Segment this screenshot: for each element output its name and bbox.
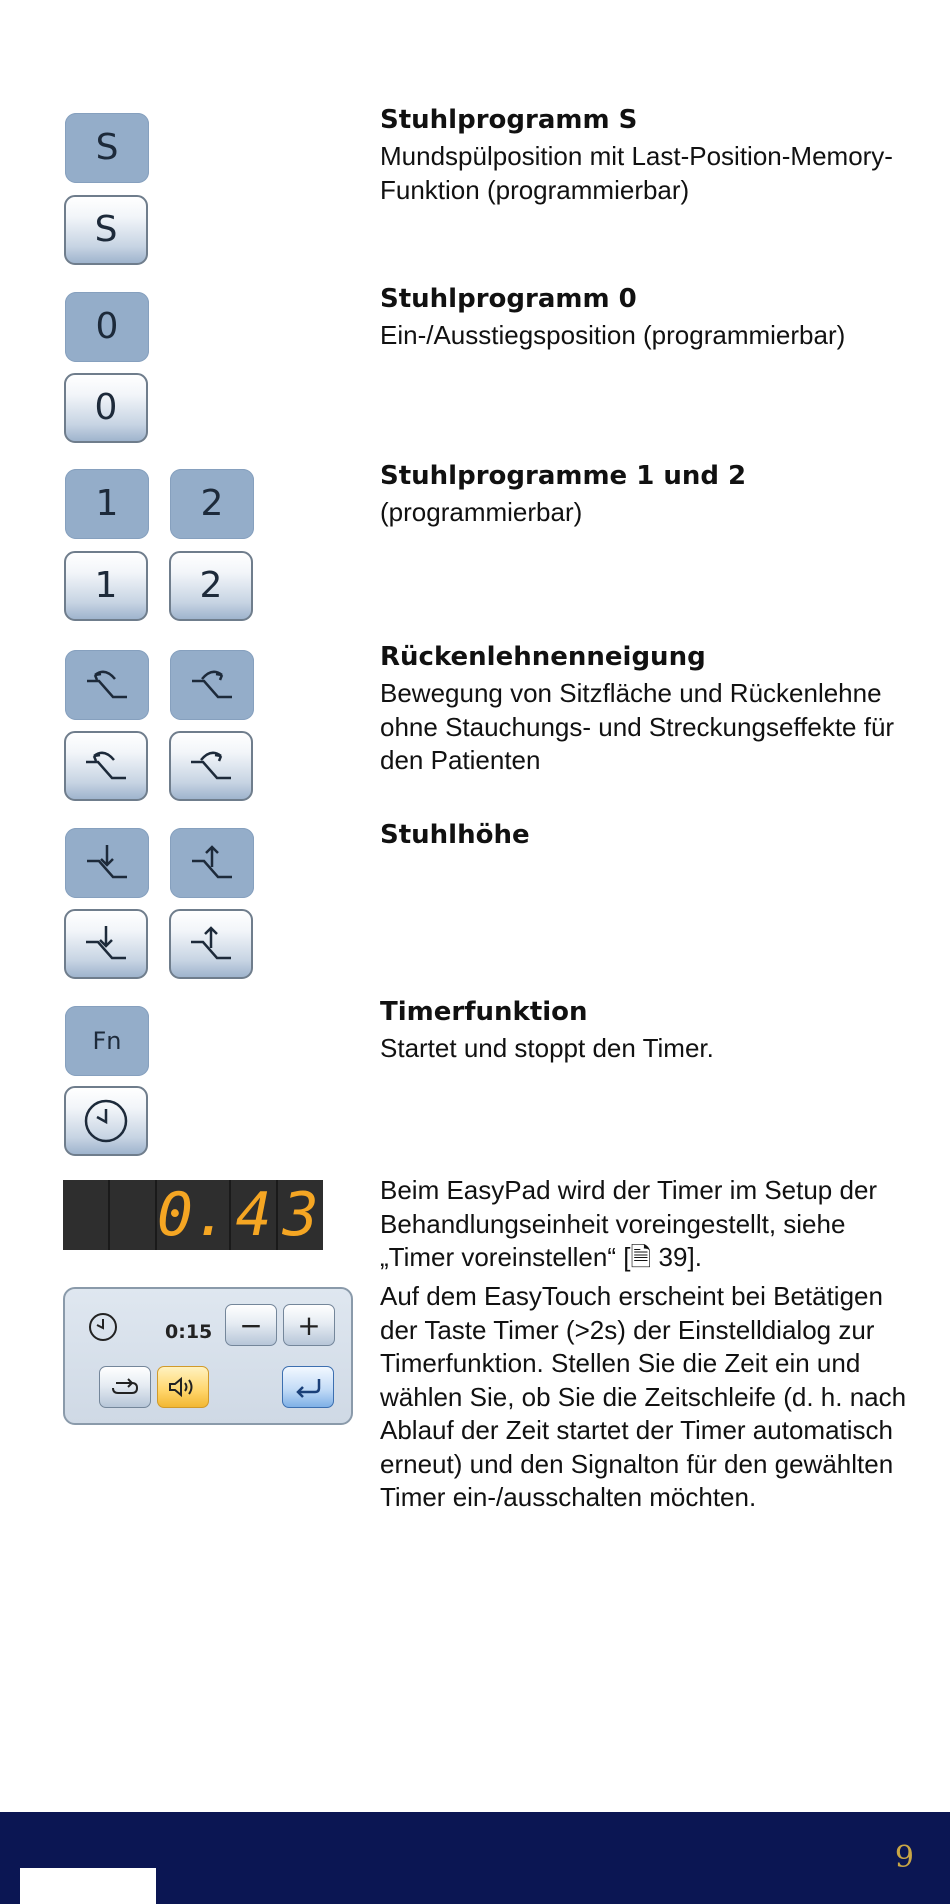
section-body: Bewegung von Sitzfläche und Rückenlehne ohne Stauchungs- und Streckungseffekte für den Patienten — [380, 678, 895, 775]
key-2-label: 2 — [200, 483, 224, 524]
key-height-up-flat[interactable] — [170, 828, 254, 898]
chair-height-down-icon — [82, 922, 130, 966]
key-0-label: 0 — [95, 306, 119, 347]
key-0-button[interactable] — [64, 373, 148, 443]
section-body: Auf dem EasyTouch erscheint bei Betätigen der Taste Timer (>2s) der Einstelldialog zur Timerfunktion. Stellen Sie die Zeit ein und wählen Sie, ob Sie die Zeitschleife (d. h. nach Ablauf der Zeit startet der Timer automatisch erneut) und den Signalton für den gewählten Timer ein-/ausschalten möchten. — [380, 1281, 907, 1512]
section-timer-function — [380, 996, 925, 1066]
key-height-down-button[interactable] — [64, 909, 148, 979]
timer-loop-button[interactable] — [99, 1366, 151, 1408]
chair-height-up-icon — [187, 922, 235, 966]
timer-confirm-button[interactable] — [282, 1366, 334, 1408]
key-0-flat[interactable] — [65, 292, 149, 362]
key-1-button[interactable] — [64, 551, 148, 621]
section-body: Ein-/Ausstiegsposition (programmierbar) — [380, 320, 846, 350]
timer-display — [63, 1180, 323, 1250]
section-title: Stuhlprogramme 1 und 2 — [380, 461, 747, 491]
key-1-label: 1 — [94, 565, 118, 606]
section-easypad-note — [380, 1170, 925, 1275]
key-s-label: S — [94, 209, 118, 250]
key-2-label: 2 — [199, 565, 223, 606]
display-digit-slot — [63, 1180, 110, 1250]
section-title: Stuhlhöhe — [380, 820, 530, 850]
key-s-button[interactable] — [64, 195, 148, 265]
key-backrest-forward-flat[interactable] — [170, 650, 254, 720]
chair-height-up-icon — [188, 841, 236, 885]
page-footer — [0, 1812, 950, 1904]
display-digit-slot — [157, 1180, 231, 1250]
display-digit: 3 — [282, 1180, 319, 1250]
section-title: Stuhlprogramm S — [380, 105, 638, 135]
section-backrest-tilt — [380, 641, 925, 778]
loop-icon — [110, 1376, 140, 1398]
timer-plus-button[interactable] — [283, 1304, 335, 1346]
key-fn-flat[interactable] — [65, 1006, 149, 1076]
key-timer-button[interactable] — [64, 1086, 148, 1156]
section-body: (programmierbar) — [380, 497, 583, 527]
section-chair-program-0 — [380, 283, 925, 353]
section-title: Stuhlprogramm 0 — [380, 284, 637, 314]
key-0-label: 0 — [94, 387, 118, 428]
timer-sound-button[interactable] — [157, 1366, 209, 1408]
display-digit-slot — [231, 1180, 278, 1250]
key-2-flat[interactable] — [170, 469, 254, 539]
key-1-label: 1 — [95, 483, 119, 524]
section-body: Mundspülposition mit Last-Position-Memory-Funktion (programmierbar) — [380, 141, 893, 205]
backrest-tilt-forward-icon — [188, 663, 236, 707]
easytouch-timer-panel — [63, 1287, 353, 1425]
key-s-label: S — [95, 127, 119, 168]
section-body: Startet und stoppt den Timer. — [380, 1033, 714, 1063]
section-easytouch-note — [380, 1276, 925, 1515]
section-title: Timerfunktion — [380, 997, 588, 1027]
section-title: Rückenlehnenneigung — [380, 642, 706, 672]
minus-icon: − — [239, 1308, 263, 1342]
key-2-button[interactable] — [169, 551, 253, 621]
return-icon — [292, 1376, 324, 1398]
display-digit-slot — [110, 1180, 157, 1250]
section-chair-height — [380, 819, 925, 851]
page-number: 9 — [894, 1840, 914, 1875]
display-digit-slot — [278, 1180, 323, 1250]
plus-icon: + — [297, 1308, 321, 1342]
backrest-tilt-forward-icon — [187, 744, 235, 788]
section-body: Beim EasyPad wird der Timer im Setup der Behandlungseinheit voreingestellt, siehe „Timer voreinstellen“ [🗎 39]. — [380, 1175, 878, 1272]
display-digit: 0. — [156, 1180, 230, 1250]
clock-icon — [87, 1311, 119, 1343]
clock-icon — [82, 1097, 130, 1145]
speaker-icon — [167, 1375, 199, 1399]
section-chair-programs-1-2 — [380, 460, 925, 530]
key-backrest-back-flat[interactable] — [65, 650, 149, 720]
key-fn-label: Fn — [92, 1027, 122, 1055]
key-s-flat[interactable] — [65, 113, 149, 183]
timer-time-value: 0:15 — [165, 1321, 213, 1343]
display-digit: 4 — [235, 1180, 272, 1250]
key-1-flat[interactable] — [65, 469, 149, 539]
key-backrest-back-button[interactable] — [64, 731, 148, 801]
timer-minus-button[interactable] — [225, 1304, 277, 1346]
section-chair-program-s — [380, 104, 925, 207]
key-height-down-flat[interactable] — [65, 828, 149, 898]
footer-tab — [20, 1868, 156, 1904]
backrest-tilt-back-icon — [82, 744, 130, 788]
backrest-tilt-back-icon — [83, 663, 131, 707]
key-height-up-button[interactable] — [169, 909, 253, 979]
chair-height-down-icon — [83, 841, 131, 885]
key-backrest-forward-button[interactable] — [169, 731, 253, 801]
